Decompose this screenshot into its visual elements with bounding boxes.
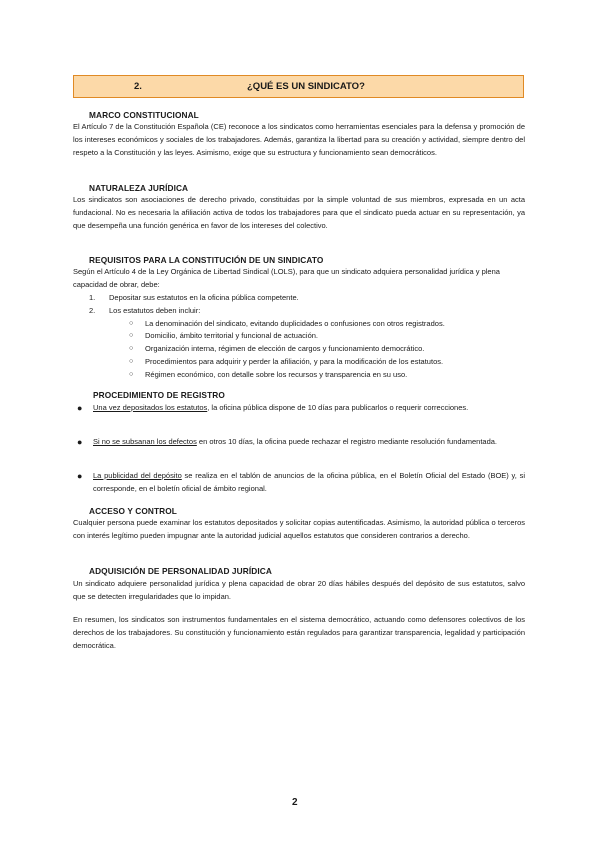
bullet-icon: ● [77,437,83,447]
heading-requisitos: REQUISITOS PARA LA CONSTITUCIÓN DE UN SINDICATO [89,255,324,265]
heading-procedimiento: PROCEDIMIENTO DE REGISTRO [93,390,225,400]
list-item [73,292,525,305]
heading-marco: MARCO CONSTITUCIONAL [89,110,199,120]
circle-bullet-icon: ○ [129,357,134,365]
list-item [73,330,525,343]
paragraph-requisitos-intro: Según el Artículo 4 de la Ley Orgánica de Libertad Sindical (LOLS), para que un sindicato adquiera personalidad jurídica y plena capacidad de obrar, debe: [73,267,500,289]
paragraph-adquisicion: Un sindicato adquiere personalidad jurídica y plena capacidad de obrar 20 días hábiles después del depósito de sus estatutos, salvo que se detecten irregularidades que lo impidan. [73,579,525,601]
step-number: 1. [89,293,96,302]
list-item [73,305,525,318]
paragraph-marco: El Artículo 7 de la Constitución Española (CE) reconoce a los sindicatos como herramientas esenciales para la defensa y promoción de los intereses económicos y sociales de los trabajadores. Además, garantiza la libertad para su creación y actividad, siempre dentro del respeto a la Constitución y las leyes. Asimismo, exige que su estructura y funcionamiento sean democráticos. [73,122,525,157]
step-text: Los estatutos deben incluir: [109,305,201,315]
list-item-text: Organización interna, régimen de elección de cargos y funcionamiento democrático. [145,344,425,354]
paragraph-naturaleza: Los sindicatos son asociaciones de derecho privado, constituidas por la simple voluntad de sus miembros, expresada en un acta fundacional. No es necesaria la afiliación activa de todos los trabajadores para que el sindicato pueda actuar en su representación, ya que desempeña una función genérica en favor de los intereses del colectivo. [73,195,525,230]
requisitos-steps [73,292,525,382]
list-item [73,369,525,382]
bullet-text: en otros 10 días, la oficina puede rechazar el registro mediante resolución fundamentada. [196,437,498,446]
list-item [73,402,525,415]
bullet-icon: ● [77,403,83,413]
circle-bullet-icon: ○ [129,345,134,353]
list-item-text: Domicilio, ámbito territorial y funcional de actuación. [145,331,318,341]
list-item-text: Procedimientos para adquirir y perder la afiliación, y para la modificación de los estatutos. [145,356,444,366]
sub-list-container [73,318,525,382]
bullet-text: se realiza en el tablón de anuncios de la oficina pública, en el Boletín Oficial del Estado (BOE) y, si corresponde, en el boletín oficial de ámbito regional. [93,471,525,493]
heading-naturaleza: NATURALEZA JURÍDICA [89,183,189,193]
paragraph-resumen: En resumen, los sindicatos son instrumentos fundamentales en el sistema democrático, actuando como defensores colectivos de los derechos de los trabajadores. Su constitución y funcionamiento están regulados para garantizar transparencia, legalidad y participación democrática. [73,615,525,650]
list-item [73,436,525,449]
step-number: 2. [89,305,96,315]
paragraph-acceso: Cualquier persona puede examinar los estatutos depositados y solicitar copias autentificadas. Asimismo, la autoridad pública o terceros con interés legítimo pueden impugnar ante la autoridad judicial aquellos estatutos que consideren contrarios a derecho. [73,518,525,540]
section-number: 2. [134,81,142,92]
list-item [73,470,525,496]
statute-contents-list [73,318,525,382]
bullet-text: , la oficina pública dispone de 10 días para publicarlos o requerir correcciones. [207,403,469,412]
heading-adquisicion: ADQUISICIÓN DE PERSONALIDAD JURÍDICA [89,566,272,576]
circle-bullet-icon: ○ [129,370,134,378]
step-text: Depositar sus estatutos en la oficina pública competente. [109,293,299,302]
list-item [73,318,525,331]
underlined-lead: La publicidad del depósito [93,471,182,480]
list-item [73,356,525,369]
list-item [73,343,525,356]
page-number: 2 [292,797,298,808]
circle-bullet-icon: ○ [129,332,134,340]
section-banner [73,75,524,98]
section-title: ¿QUÉ ES UN SINDICATO? [247,81,365,92]
list-item-text: Régimen económico, con detalle sobre los recursos y transparencia en su uso. [145,369,408,379]
list-item-text: La denominación del sindicato, evitando duplicidades o confusiones con otros registrados. [145,318,445,328]
underlined-lead: Si no se subsanan los defectos [93,437,197,446]
circle-bullet-icon: ○ [129,319,134,327]
bullet-icon: ● [77,471,83,481]
underlined-lead: Una vez depositados los estatutos [93,403,208,412]
heading-acceso: ACCESO Y CONTROL [89,506,177,516]
